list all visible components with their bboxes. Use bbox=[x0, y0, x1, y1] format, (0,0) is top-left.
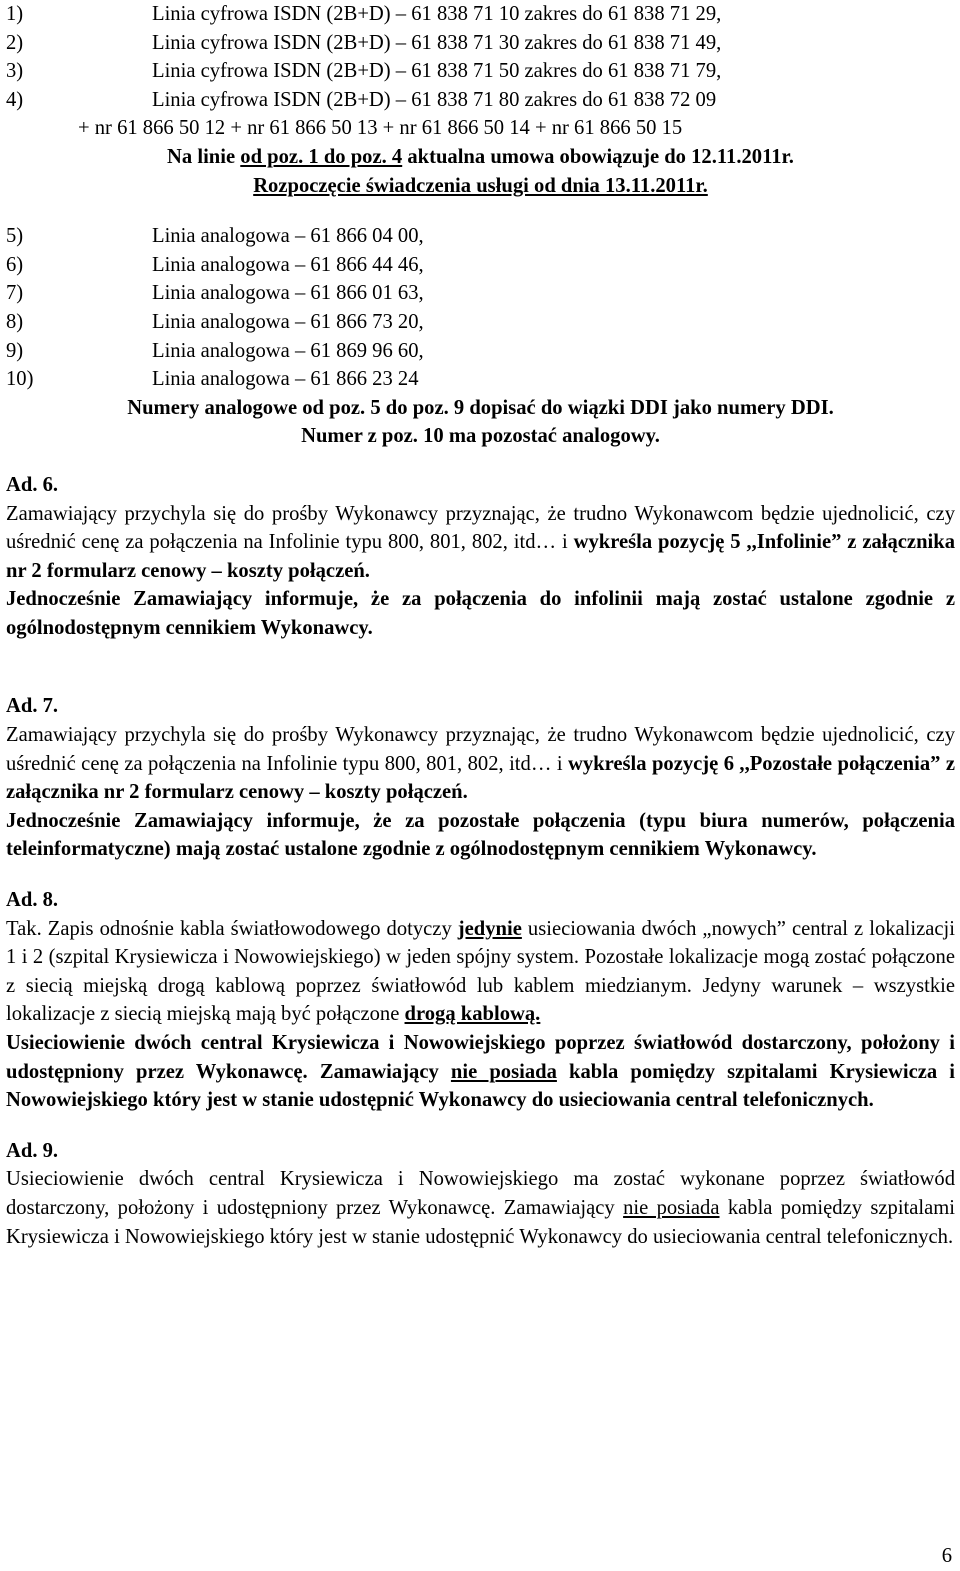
list-item-number: 1) bbox=[6, 3, 24, 25]
isdn-note-suffix: aktualna umowa obowiązuje do 12.11.2011r. bbox=[402, 145, 794, 168]
document-page bbox=[6, 0, 955, 1251]
list-item-text: Linia analogowa – 61 866 04 00, bbox=[152, 225, 424, 248]
analog-note-line2: Numer z poz. 10 ma pozostać analogowy. bbox=[301, 425, 660, 448]
isdn-note-line1 bbox=[6, 143, 955, 172]
list-item-text: Linia analogowa – 61 866 73 20, bbox=[152, 310, 424, 333]
isdn-note-prefix: Na linie bbox=[167, 145, 241, 168]
section-ad8 bbox=[6, 886, 955, 1115]
list-item-text: Linia analogowa – 61 866 01 63, bbox=[152, 282, 424, 305]
list-item bbox=[6, 86, 955, 115]
list-item bbox=[6, 365, 955, 394]
isdn-note-range: od poz. 1 do poz. 4 bbox=[240, 145, 403, 168]
list-item-number: 10) bbox=[6, 368, 34, 391]
list-item bbox=[6, 251, 955, 280]
section-ad6 bbox=[6, 471, 955, 643]
paragraph-underlined-text: drogą kablową. bbox=[404, 1003, 541, 1026]
isdn-note-line2: Rozpoczęcie świadczenia usługi od dnia 13.11.2011r. bbox=[253, 174, 708, 197]
list-item bbox=[6, 279, 955, 308]
paragraph-text: kabla pomiędzy szpitalami Krysiewicza i Nowowiejskiego który jest w stanie udostępnić Wykonawcy do usieciowania central telefonicznych. bbox=[6, 1060, 955, 1112]
list-item-number: 6) bbox=[6, 253, 24, 276]
section-paragraph: Jednocześnie Zamawiający informuje, że za połączenia do infolinii mają zostać ustalone zgodnie z ogólnodostępnym cennikiem Wykonawcy. bbox=[6, 588, 955, 639]
isdn-line-list bbox=[6, 0, 955, 143]
isdn-note bbox=[6, 143, 955, 200]
section-paragraph bbox=[6, 915, 955, 1029]
list-item-number: 4) bbox=[6, 88, 24, 111]
section-heading: Ad. 6. bbox=[6, 473, 59, 496]
paragraph-text: Usieciowienie dwóch central Krysiewicza i Nowowiejskiego ma zostać wykonane poprzez światłowód dostarczony, położony i udostępniony przez Wykonawcę. Zamawiający bbox=[6, 1168, 955, 1219]
page-number: 6 bbox=[941, 1545, 952, 1567]
list-item-text: Linia analogowa – 61 866 23 24 bbox=[152, 368, 419, 391]
list-item-text: Linia cyfrowa ISDN (2B+D) – 61 838 71 80 zakres do 61 838 72 09 bbox=[152, 88, 717, 111]
list-item-text: Linia analogowa – 61 866 44 46, bbox=[152, 253, 424, 276]
list-item-number: 9) bbox=[6, 339, 24, 362]
paragraph-underlined-text: nie posiada bbox=[623, 1196, 720, 1219]
section-heading: Ad. 9. bbox=[6, 1139, 59, 1162]
list-item bbox=[6, 337, 955, 366]
list-item bbox=[6, 222, 955, 251]
list-item-number: 8) bbox=[6, 310, 24, 333]
list-item bbox=[6, 29, 955, 58]
list-item-number: 3) bbox=[6, 60, 24, 83]
list-item-number: 2) bbox=[6, 31, 24, 54]
list-continuation: + nr 61 866 50 12 + nr 61 866 50 13 + nr 61 866 50 14 + nr 61 866 50 15 bbox=[78, 117, 683, 140]
section-ad9 bbox=[6, 1137, 955, 1251]
list-item-number: 7) bbox=[6, 282, 24, 305]
list-item-text: Linia cyfrowa ISDN (2B+D) – 61 838 71 30 zakres do 61 838 71 49, bbox=[152, 31, 722, 54]
section-paragraph bbox=[6, 1029, 955, 1115]
section-ad7 bbox=[6, 692, 955, 864]
list-item-text: Linia analogowa – 61 869 96 60, bbox=[152, 339, 424, 362]
section-paragraph bbox=[6, 721, 955, 807]
paragraph-underlined-text: jedynie bbox=[457, 917, 522, 940]
paragraph-bold-text: wykreśla pozycję 5 ,,Infolinie” z załącznika nr 2 formularz cenowy – koszty połączeń. bbox=[6, 531, 955, 582]
list-item bbox=[6, 0, 955, 29]
section-paragraph: Jednocześnie Zamawiający informuje, że za pozostałe połączenia (typu biura numerów, połączenia teleinformatyczne) mają zostać ustalone zgodnie z ogólnodostępnym cennikiem Wykonawcy. bbox=[6, 809, 955, 861]
section-paragraph bbox=[6, 500, 955, 586]
list-item-number: 5) bbox=[6, 225, 24, 248]
paragraph-text: kabla pomiędzy szpitalami Krysiewicza i Nowowiejskiego który jest w stanie udostępnić Wykonawcy do usieciowania central telefonicznych. bbox=[6, 1196, 956, 1248]
list-item-text: Linia cyfrowa ISDN (2B+D) – 61 838 71 50 zakres do 61 838 71 79, bbox=[152, 60, 722, 83]
section-paragraph bbox=[6, 1165, 955, 1251]
analog-line-list bbox=[6, 222, 955, 394]
analog-note bbox=[6, 394, 955, 451]
list-item bbox=[6, 308, 955, 337]
paragraph-text: Zamawiający przychyla się do prośby Wykonawcy przyznając, że trudno Wykonawcom będzie ujednolicić, czy uśrednić cenę za połączenia na Infolinie typu 800, 801, 802, itd… i bbox=[6, 502, 955, 554]
paragraph-underlined-text: nie posiada bbox=[450, 1060, 557, 1083]
list-item-text: Linia cyfrowa ISDN (2B+D) – 61 838 71 10 zakres do 61 838 71 29, bbox=[152, 3, 722, 25]
section-heading: Ad. 7. bbox=[6, 695, 59, 718]
section-heading: Ad. 8. bbox=[6, 889, 59, 912]
paragraph-text: Usieciowienie dwóch central Krysiewicza i Nowowiejskiego poprzez światłowód dostarczony, położony i udostępniony przez Wykonawcę. Zamawiający bbox=[6, 1032, 955, 1083]
paragraph-bold-text: wykreśla pozycję 6 ,,Pozostałe połączenia” z załącznika nr 2 formularz cenowy – koszty połączeń. bbox=[6, 752, 956, 804]
paragraph-text: Tak. Zapis odnośnie kabla światłowodowego dotyczy bbox=[6, 917, 458, 940]
analog-note-line1: Numery analogowe od poz. 5 do poz. 9 dopisać do wiązki DDI jako numery DDI. bbox=[127, 396, 834, 419]
list-item bbox=[6, 57, 955, 86]
paragraph-text: Zamawiający przychyla się do prośby Wykonawcy przyznając, że trudno Wykonawcom będzie ujednolicić, czy uśrednić cenę za połączenia na Infolinie typu 800, 801, 802, itd… i bbox=[6, 724, 955, 775]
paragraph-text: usieciowania dwóch „nowych” central z lokalizacji 1 i 2 (szpital Krysiewicza i Nowowiejskiego) w jeden spójny system. Pozostałe lokalizacje mogą zostać połączone z siecią miejską drogą kablową poprzez światłowód lub kablem miedzianym. Jedyny warunek – wszystkie lokalizacje z siecią miejską mają być połączone bbox=[6, 917, 955, 1026]
